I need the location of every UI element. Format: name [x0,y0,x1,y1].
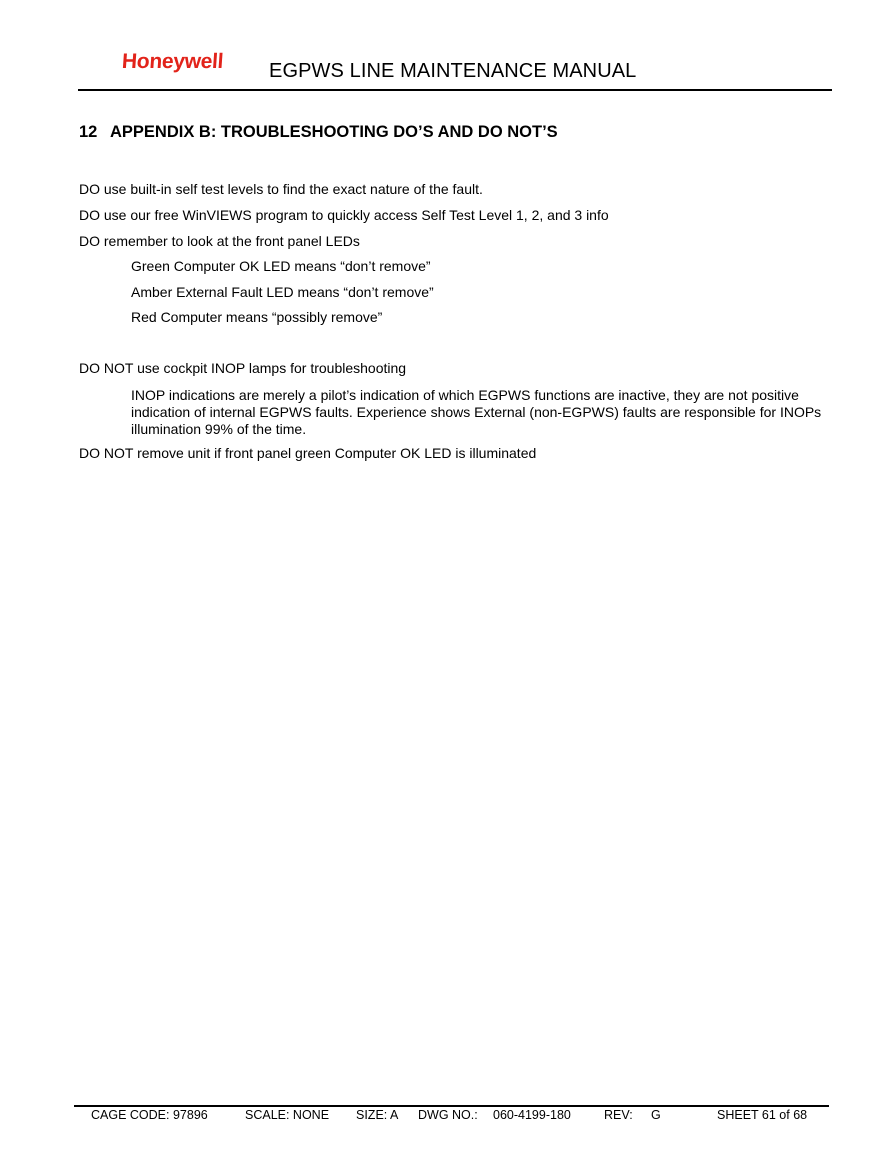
section-number: 12 [79,123,98,141]
footer-dwg-label: DWG NO.: [418,1108,478,1122]
led-amber-note: Amber External Fault LED means “don’t remove” [131,284,434,300]
do-not-item-remove-unit: DO NOT remove unit if front panel green Computer OK LED is illuminated [79,445,537,461]
do-item-front-panel-leds: DO remember to look at the front panel LEDs [79,233,360,249]
do-not-item-inop-lamps: DO NOT use cockpit INOP lamps for troubleshooting [79,360,407,376]
footer-cage-code: CAGE CODE: 97896 [91,1108,208,1122]
footer-scale: SCALE: NONE [245,1108,330,1122]
do-item-self-test: DO use built-in self test levels to find the exact nature of the fault. [79,181,483,197]
manual-title: EGPWS LINE MAINTENANCE MANUAL [269,60,637,82]
footer-size: SIZE: A [356,1108,399,1122]
footer-rev: G [651,1108,661,1122]
inop-explanation: INOP indications are merely a pilot’s indication of which EGPWS functions are inactive, they are not positive indication of internal EGPWS faults. Experience shows External (non-EGPWS) faults are responsible for INOPs illumination 99% of the time. [131,387,822,437]
section-title: APPENDIX B: TROUBLESHOOTING DO’S AND DO NOT’S [110,123,558,141]
footer-rev-label: REV: [604,1108,633,1122]
led-red-note: Red Computer means “possibly remove” [131,309,383,325]
footer-divider [74,1105,829,1107]
footer-dwg-number: 060-4199-180 [493,1108,571,1122]
do-item-winviews: DO use our free WinVIEWS program to quickly access Self Test Level 1, 2, and 3 info [79,207,609,223]
led-green-note: Green Computer OK LED means “don’t remove” [131,258,431,274]
header-divider [78,89,832,91]
footer-sheet: SHEET 61 of 68 [717,1108,808,1122]
section-heading [79,124,558,141]
honeywell-logo: Honeywell [121,50,224,73]
